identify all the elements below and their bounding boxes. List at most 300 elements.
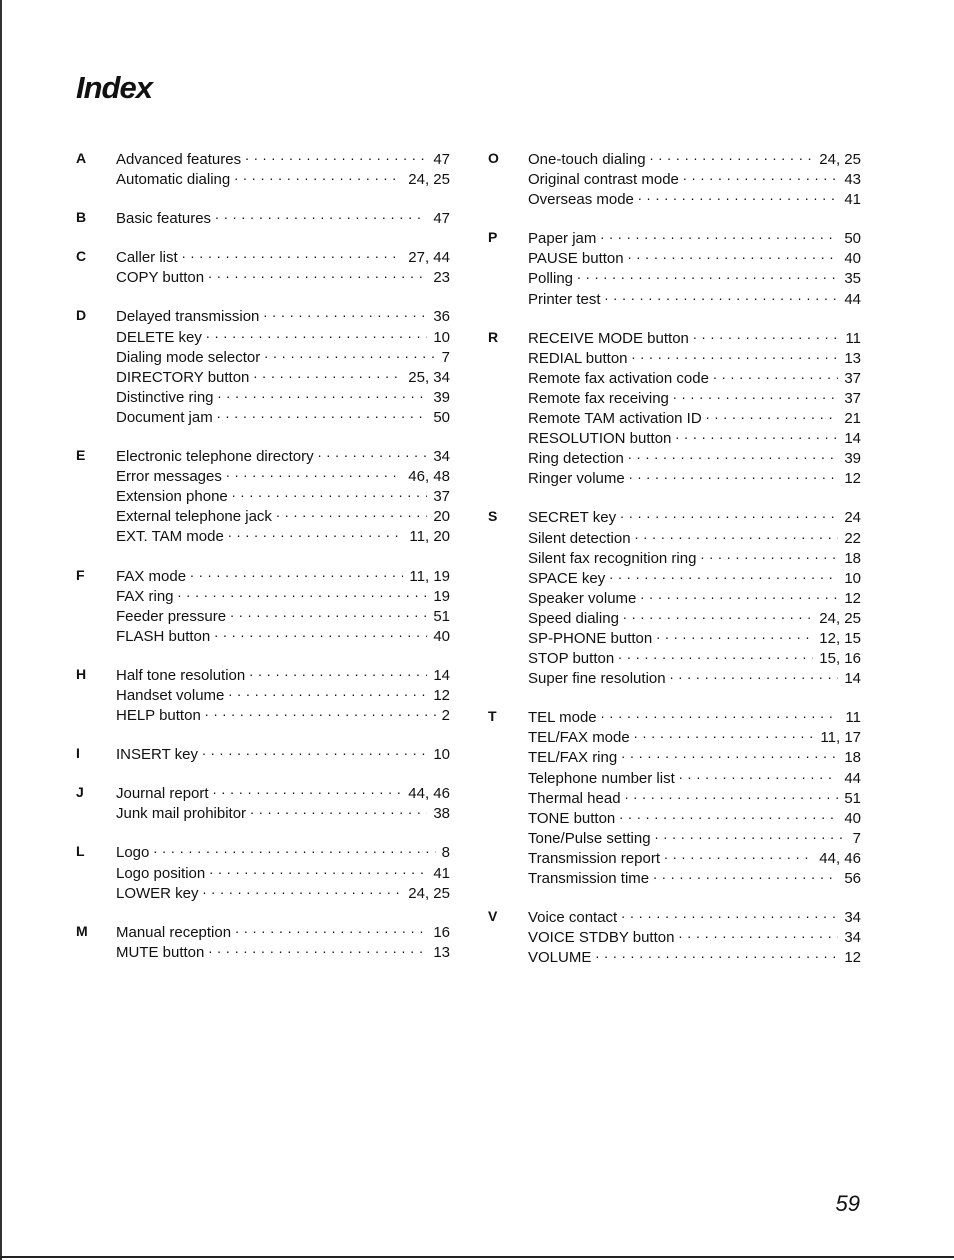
index-pages: 44, 46: [408, 785, 450, 803]
index-entry: [528, 507, 861, 527]
dot-leader: [609, 568, 838, 583]
index-term: FAX ring: [116, 587, 174, 605]
index-entry: [116, 842, 450, 862]
index-entries: [528, 149, 861, 209]
dot-leader: [263, 306, 427, 321]
index-term: Super fine resolution: [528, 670, 666, 688]
dot-leader: [623, 608, 813, 623]
dot-leader: [595, 947, 838, 962]
index-entry: [116, 267, 450, 287]
dot-leader: [203, 883, 403, 898]
dot-leader: [234, 169, 402, 184]
dot-leader: [638, 189, 838, 204]
index-pages: 12: [844, 470, 861, 488]
index-term: FLASH button: [116, 627, 211, 645]
index-pages: 7: [441, 348, 450, 366]
dot-leader: [621, 747, 838, 762]
index-entry: [116, 446, 450, 466]
dot-leader: [206, 327, 427, 342]
index-term: Speed dialing: [528, 609, 619, 627]
index-pages: 13: [433, 943, 450, 961]
index-pages: 44, 46: [819, 849, 861, 867]
index-term: External telephone jack: [116, 508, 272, 526]
index-pages: 46, 48: [408, 468, 450, 486]
index-letter: S: [488, 508, 498, 525]
index-term: Telephone number list: [528, 769, 675, 787]
index-entry: [528, 228, 861, 248]
index-entry: [528, 828, 861, 848]
index-term: RECEIVE MODE button: [528, 329, 689, 347]
dot-leader: [245, 149, 427, 164]
dot-leader: [226, 466, 402, 481]
index-letter: D: [76, 307, 87, 324]
index-pages: 56: [844, 870, 861, 887]
index-pages: 24, 25: [408, 884, 450, 902]
dot-leader: [679, 768, 839, 783]
index-entry: [528, 468, 861, 488]
index-group-i: [74, 744, 450, 764]
index-entry: [528, 907, 861, 927]
index-pages: 11, 19: [409, 567, 450, 585]
index-entry: [528, 268, 861, 288]
dot-leader: [208, 942, 427, 957]
dot-leader: [656, 628, 813, 643]
dot-leader: [664, 848, 813, 863]
dot-leader: [249, 665, 427, 680]
index-term: One-touch dialing: [528, 151, 646, 168]
index-entries: [528, 707, 861, 888]
index-term: Logo: [116, 844, 150, 862]
index-pages: 14: [844, 430, 861, 448]
index-entry: [116, 306, 450, 326]
index-group-s: [486, 507, 861, 688]
index-pages: 50: [844, 230, 861, 248]
index-entry: [528, 289, 861, 309]
index-entry: [528, 588, 861, 608]
index-group-d: [74, 306, 450, 427]
index-entries: [116, 783, 450, 823]
index-pages: 39: [844, 450, 861, 468]
index-term: Feeder pressure: [116, 607, 227, 625]
index-entry: [528, 788, 861, 808]
index-entry: [116, 407, 450, 427]
index-entry: [116, 169, 450, 189]
index-term: Remote fax receiving: [528, 389, 669, 407]
dot-leader: [600, 228, 838, 243]
index-pages: 34: [433, 448, 450, 466]
index-group-a: [74, 149, 450, 189]
index-group-h: [74, 665, 450, 725]
index-entries: [116, 247, 450, 287]
index-entry: [528, 328, 861, 348]
index-pages: 23: [433, 269, 450, 287]
index-pages: 44: [844, 769, 861, 787]
index-pages: 36: [433, 308, 450, 326]
index-term: Extension phone: [116, 488, 228, 506]
index-group-t: [486, 707, 861, 888]
index-pages: 18: [844, 749, 861, 767]
index-term: SP-PHONE button: [528, 629, 653, 647]
index-group-m: [74, 922, 450, 962]
index-entry: [116, 149, 450, 169]
dot-leader: [264, 347, 435, 362]
index-pages: 40: [844, 809, 861, 827]
dot-leader: [276, 506, 427, 521]
dot-leader: [625, 788, 839, 803]
index-term: STOP button: [528, 650, 615, 668]
index-entry: [528, 248, 861, 268]
index-term: Automatic dialing: [116, 171, 231, 189]
dot-leader: [318, 446, 428, 461]
index-entry: [528, 648, 861, 668]
index-entries: [116, 744, 450, 764]
dot-leader: [230, 606, 427, 621]
index-group-e: [74, 446, 450, 546]
index-term: TEL/FAX mode: [528, 729, 630, 747]
dot-leader: [178, 586, 428, 601]
index-pages: 43: [844, 171, 861, 189]
index-entry: [116, 506, 450, 526]
index-term: Original contrast mode: [528, 171, 679, 189]
index-pages: 24, 25: [819, 609, 861, 627]
index-pages: 44: [844, 290, 861, 308]
index-term: Paper jam: [528, 230, 597, 248]
index-pages: 25, 34: [408, 368, 450, 386]
index-entry: [528, 189, 861, 209]
index-pages: 11, 20: [409, 528, 450, 546]
index-term: Silent fax recognition ring: [528, 549, 697, 567]
index-entry: [116, 783, 450, 803]
index-letter: J: [76, 784, 84, 801]
index-pages: 11, 17: [820, 729, 861, 747]
index-column-right: [486, 149, 861, 986]
dot-leader: [228, 685, 427, 700]
index-entry: [528, 868, 861, 888]
index-term: Junk mail prohibitor: [116, 805, 247, 823]
index-entry: [116, 942, 450, 962]
dot-leader: [619, 808, 838, 823]
index-entry: [528, 727, 861, 747]
index-group-o: [486, 149, 861, 209]
index-pages: 41: [844, 191, 861, 209]
index-term: Speaker volume: [528, 589, 637, 607]
index-entry: [116, 347, 450, 367]
index-entry: [116, 626, 450, 646]
dot-leader: [182, 247, 403, 262]
dot-leader: [214, 626, 427, 641]
index-pages: 34: [844, 929, 861, 947]
index-letter: A: [76, 150, 87, 166]
index-term: DIRECTORY button: [116, 368, 250, 386]
index-term: REDIAL button: [528, 349, 628, 367]
index-term: FAX mode: [116, 567, 187, 585]
index-entry: [116, 466, 450, 486]
index-term: TEL mode: [528, 709, 597, 727]
index-term: SPACE key: [528, 569, 606, 587]
index-column-left: [74, 149, 450, 981]
index-pages: 37: [433, 488, 450, 506]
index-entries: [116, 149, 450, 189]
dot-leader: [640, 588, 838, 603]
index-group-l: [74, 842, 450, 902]
dot-leader: [706, 408, 839, 423]
dot-leader: [209, 863, 427, 878]
index-term: Delayed transmission: [116, 308, 260, 326]
index-entry: [116, 606, 450, 626]
index-entry: [116, 586, 450, 606]
index-entry: [528, 368, 861, 388]
dot-leader: [653, 868, 838, 883]
index-pages: 18: [844, 549, 861, 567]
dot-leader: [253, 367, 402, 382]
index-pages: 12, 15: [819, 629, 861, 647]
index-term: Logo position: [116, 864, 206, 882]
index-term: Ring detection: [528, 450, 624, 468]
dot-leader: [673, 388, 838, 403]
index-entry: [528, 388, 861, 408]
index-entry: [528, 927, 861, 947]
index-entry: [528, 628, 861, 648]
index-entries: [116, 665, 450, 725]
index-term: TONE button: [528, 809, 616, 827]
index-entry: [116, 883, 450, 903]
index-entry: [528, 747, 861, 767]
dot-leader: [205, 705, 436, 720]
index-entry: [528, 548, 861, 568]
index-pages: 15, 16: [819, 650, 861, 668]
index-letter: O: [488, 150, 499, 166]
index-entry: [528, 348, 861, 368]
index-pages: 16: [433, 923, 450, 941]
index-pages: 37: [844, 389, 861, 407]
index-pages: 14: [433, 666, 450, 684]
index-group-j: [74, 783, 450, 823]
index-pages: 40: [433, 627, 450, 645]
index-term: Tone/Pulse setting: [528, 829, 651, 847]
index-entry: [116, 367, 450, 387]
dot-leader: [213, 783, 403, 798]
index-entries: [116, 208, 450, 228]
index-entries: [116, 566, 450, 646]
index-term: SECRET key: [528, 509, 617, 527]
index-pages: 38: [433, 805, 450, 823]
index-pages: 51: [433, 607, 450, 625]
index-term: Thermal head: [528, 789, 621, 807]
index-entry: [116, 863, 450, 883]
index-term: Caller list: [116, 249, 178, 267]
index-term: Document jam: [116, 408, 213, 426]
index-entries: [116, 446, 450, 546]
dot-leader: [208, 267, 427, 282]
index-pages: 21: [844, 410, 861, 428]
index-term: COPY button: [116, 269, 205, 287]
dot-leader: [250, 803, 427, 818]
dot-leader: [217, 407, 428, 422]
index-pages: 37: [844, 369, 861, 387]
index-entries: [528, 228, 861, 308]
index-pages: 39: [433, 388, 450, 406]
dot-leader: [232, 486, 428, 501]
index-term: Journal report: [116, 785, 209, 803]
dot-leader: [629, 468, 839, 483]
dot-leader: [618, 648, 813, 663]
index-entry: [528, 428, 861, 448]
index-pages: 10: [844, 569, 861, 587]
index-term: Advanced features: [116, 151, 242, 168]
index-term: PAUSE button: [528, 250, 624, 268]
index-letter: H: [76, 665, 87, 682]
dot-leader: [632, 348, 839, 363]
index-term: MUTE button: [116, 943, 205, 961]
index-term: Overseas mode: [528, 191, 634, 209]
index-letter: L: [76, 843, 85, 860]
index-entries: [528, 907, 861, 967]
index-term: Manual reception: [116, 923, 232, 941]
index-term: Handset volume: [116, 686, 225, 704]
index-pages: 47: [433, 151, 450, 168]
index-entry: [116, 208, 450, 228]
index-pages: 51: [844, 789, 861, 807]
index-pages: 40: [844, 250, 861, 268]
index-entry: [116, 803, 450, 823]
index-entry: [528, 149, 861, 169]
index-term: HELP button: [116, 707, 201, 725]
dot-leader: [228, 526, 404, 541]
index-group-f: [74, 566, 450, 646]
index-group-r: [486, 328, 861, 489]
index-pages: 19: [433, 587, 450, 605]
index-entry: [528, 848, 861, 868]
dot-leader: [634, 727, 815, 742]
page-number: 59: [835, 1191, 860, 1216]
index-group-p: [486, 228, 861, 308]
index-entry: [116, 526, 450, 546]
dot-leader: [218, 387, 428, 402]
index-pages: 10: [433, 328, 450, 346]
index-entry: [528, 707, 861, 727]
index-entry: [528, 947, 861, 967]
index-entry: [528, 768, 861, 788]
dot-leader: [605, 289, 839, 304]
index-term: DELETE key: [116, 328, 202, 346]
index-entry: [528, 568, 861, 588]
index-pages: 12: [433, 686, 450, 704]
index-pages: 34: [844, 909, 861, 927]
index-letter: R: [488, 328, 499, 345]
index-term: Voice contact: [528, 909, 618, 927]
dot-leader: [628, 248, 839, 263]
index-term: RESOLUTION button: [528, 430, 672, 448]
index-entry: [528, 808, 861, 828]
dot-leader: [713, 368, 838, 383]
index-entry: [528, 608, 861, 628]
index-pages: 12: [844, 949, 861, 967]
dot-leader: [670, 668, 839, 683]
index-letter: E: [76, 447, 86, 464]
page-edge-bottom: [0, 1256, 954, 1258]
index-pages: 41: [433, 864, 450, 882]
dot-leader: [628, 448, 838, 463]
index-entry: [116, 705, 450, 725]
index-pages: 50: [433, 408, 450, 426]
index-term: Transmission time: [528, 870, 650, 887]
index-term: LOWER key: [116, 884, 199, 902]
index-entry: [116, 387, 450, 407]
index-entries: [116, 922, 450, 962]
index-entry: [116, 922, 450, 942]
index-pages: 10: [433, 746, 450, 764]
index-term: Transmission report: [528, 849, 660, 867]
index-pages: 13: [844, 349, 861, 367]
index-term: VOICE STDBY button: [528, 929, 675, 947]
index-term: Distinctive ring: [116, 388, 214, 406]
index-term: Electronic telephone directory: [116, 448, 314, 466]
dot-leader: [190, 566, 403, 581]
index-entry: [116, 247, 450, 267]
index-letter: P: [488, 229, 498, 246]
index-entries: [528, 328, 861, 489]
index-term: Remote TAM activation ID: [528, 410, 702, 428]
index-pages: 24: [844, 509, 861, 527]
index-pages: 27, 44: [408, 249, 450, 267]
index-pages: 2: [441, 707, 450, 725]
index-letter: T: [488, 708, 497, 725]
dot-leader: [577, 268, 838, 283]
index-entry: [528, 668, 861, 688]
index-term: Remote fax activation code: [528, 369, 709, 387]
index-letter: C: [76, 248, 87, 265]
index-letter: B: [76, 209, 87, 226]
index-pages: 24, 25: [408, 171, 450, 189]
index-term: TEL/FAX ring: [528, 749, 618, 767]
dot-leader: [601, 707, 840, 722]
index-letter: M: [76, 922, 88, 939]
index-entry: [528, 408, 861, 428]
dot-leader: [655, 828, 847, 843]
dot-leader: [620, 507, 838, 522]
dot-leader: [621, 907, 838, 922]
index-pages: 14: [844, 670, 861, 688]
dot-leader: [675, 428, 838, 443]
index-group-c: [74, 247, 450, 287]
index-pages: 12: [844, 589, 861, 607]
index-entry: [116, 486, 450, 506]
index-pages: 11: [845, 329, 861, 347]
index-term: Half tone resolution: [116, 666, 246, 684]
index-entry: [116, 327, 450, 347]
dot-leader: [215, 208, 427, 223]
index-term: Printer test: [528, 290, 601, 308]
index-term: Silent detection: [528, 529, 631, 547]
dot-leader: [650, 149, 814, 164]
index-entries: [116, 842, 450, 902]
index-term: VOLUME: [528, 949, 592, 967]
index-letter: I: [76, 745, 80, 762]
index-entries: [116, 306, 450, 427]
index-term: Error messages: [116, 468, 222, 486]
index-pages: 11: [845, 709, 861, 727]
index-entry: [116, 665, 450, 685]
dot-leader: [202, 744, 427, 759]
index-letter: V: [488, 908, 498, 925]
index-letter: F: [76, 566, 85, 583]
index-pages: 20: [433, 508, 450, 526]
index-term: INSERT key: [116, 746, 198, 764]
index-entry: [116, 744, 450, 764]
dot-leader: [635, 528, 839, 543]
index-pages: 8: [441, 844, 450, 862]
index-group-v: [486, 907, 861, 967]
